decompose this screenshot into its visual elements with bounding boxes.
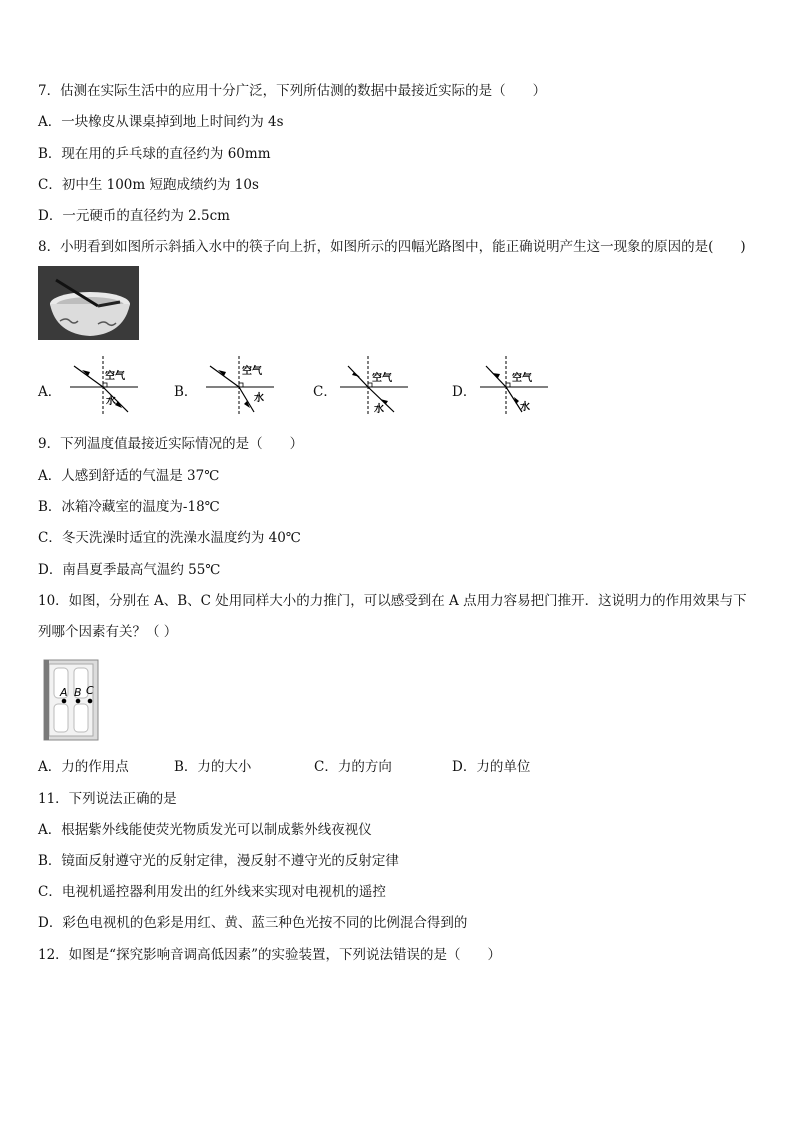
q10-stem-line2: 列哪个因素有关？（ ） (38, 624, 178, 640)
q8-option-b-label: B． (174, 384, 198, 400)
q7-option-c: C．初中生 100m 短跑成绩约为 10s (38, 177, 259, 193)
door-point-a: A (60, 686, 68, 699)
q8-option-c-label: C． (313, 384, 337, 400)
q7-option-a: A．一块橡皮从课桌掉到地上时间约为 4s (38, 114, 284, 130)
q8-b-water-label: 水 (254, 393, 264, 404)
q8-d-water-label: 水 (520, 402, 530, 413)
q11-option-c: C．电视机遥控器利用发出的红外线来实现对电视机的遥控 (38, 884, 386, 900)
q8-b-air-label: 空气 (242, 366, 262, 377)
q8-diagram-d (478, 354, 552, 416)
q8-a-water-label: 水 (106, 396, 116, 407)
q8-d-air-label: 空气 (512, 373, 532, 384)
q10-option-c: C．力的方向 (314, 759, 392, 775)
q8-diagram-b (204, 354, 278, 416)
q10-options (38, 757, 598, 777)
q7-option-d: D．一元硬币的直径约为 2.5cm (38, 208, 230, 224)
q8-a-air-label: 空气 (105, 371, 125, 382)
q9-option-c: C．冬天洗澡时适宜的洗澡水温度约为 40℃ (38, 530, 301, 546)
q8-c-water-label: 水 (374, 404, 384, 415)
q11-option-a: A．根据紫外线能使荧光物质发光可以制成紫外线夜视仪 (38, 822, 372, 838)
q9-option-a: A．人感到舒适的气温是 37℃ (38, 468, 220, 484)
q9-stem: 9．下列温度值最接近实际情况的是（ ） (38, 436, 304, 452)
q7-stem: 7．估测在实际生活中的应用十分广泛，下列所估测的数据中最接近实际的是（ ） (38, 83, 547, 99)
q10-option-d: D．力的单位 (452, 759, 531, 775)
q8-option-a-label: A． (38, 384, 62, 400)
q10-stem-line1: 10．如图，分别在 A、B、C 处用同样大小的力推门，可以感受到在 A 点用力容易把门推开．这说明力的作用效果与下 (38, 593, 747, 609)
q9-option-b: B．冰箱冷藏室的温度为-18℃ (38, 499, 220, 515)
q10-option-b: B．力的大小 (174, 759, 252, 775)
q8-diagram-c (338, 354, 412, 416)
q11-option-d: D．彩色电视机的色彩是用红、黄、蓝三种色光按不同的比例混合得到的 (38, 915, 468, 931)
q11-stem: 11．下列说法正确的是 (38, 791, 177, 807)
bowl-chopstick-photo (38, 266, 139, 340)
q11-option-b: B．镜面反射遵守光的反射定律，漫反射不遵守光的反射定律 (38, 853, 399, 869)
q8-diagram-a (68, 354, 142, 416)
door-point-b: B (74, 686, 82, 699)
q8-c-air-label: 空气 (372, 373, 392, 384)
q7-option-b: B．现在用的乒乓球的直径约为 60mm (38, 146, 271, 162)
q9-option-d: D．南昌夏季最高气温约 55℃ (38, 562, 221, 578)
q12-stem: 12．如图是“探究影响音调高低因素”的实验装置，下列说法错误的是（ ） (38, 947, 501, 963)
door-point-c: C (86, 684, 94, 697)
q8-option-d-label: D． (452, 384, 477, 400)
q10-option-a: A．力的作用点 (38, 759, 129, 775)
door-figure (40, 658, 102, 742)
q8-stem: 8．小明看到如图所示斜插入水中的筷子向上折，如图所示的四幅光路图中，能正确说明产生这一现象的原因的是( ) (38, 239, 746, 255)
